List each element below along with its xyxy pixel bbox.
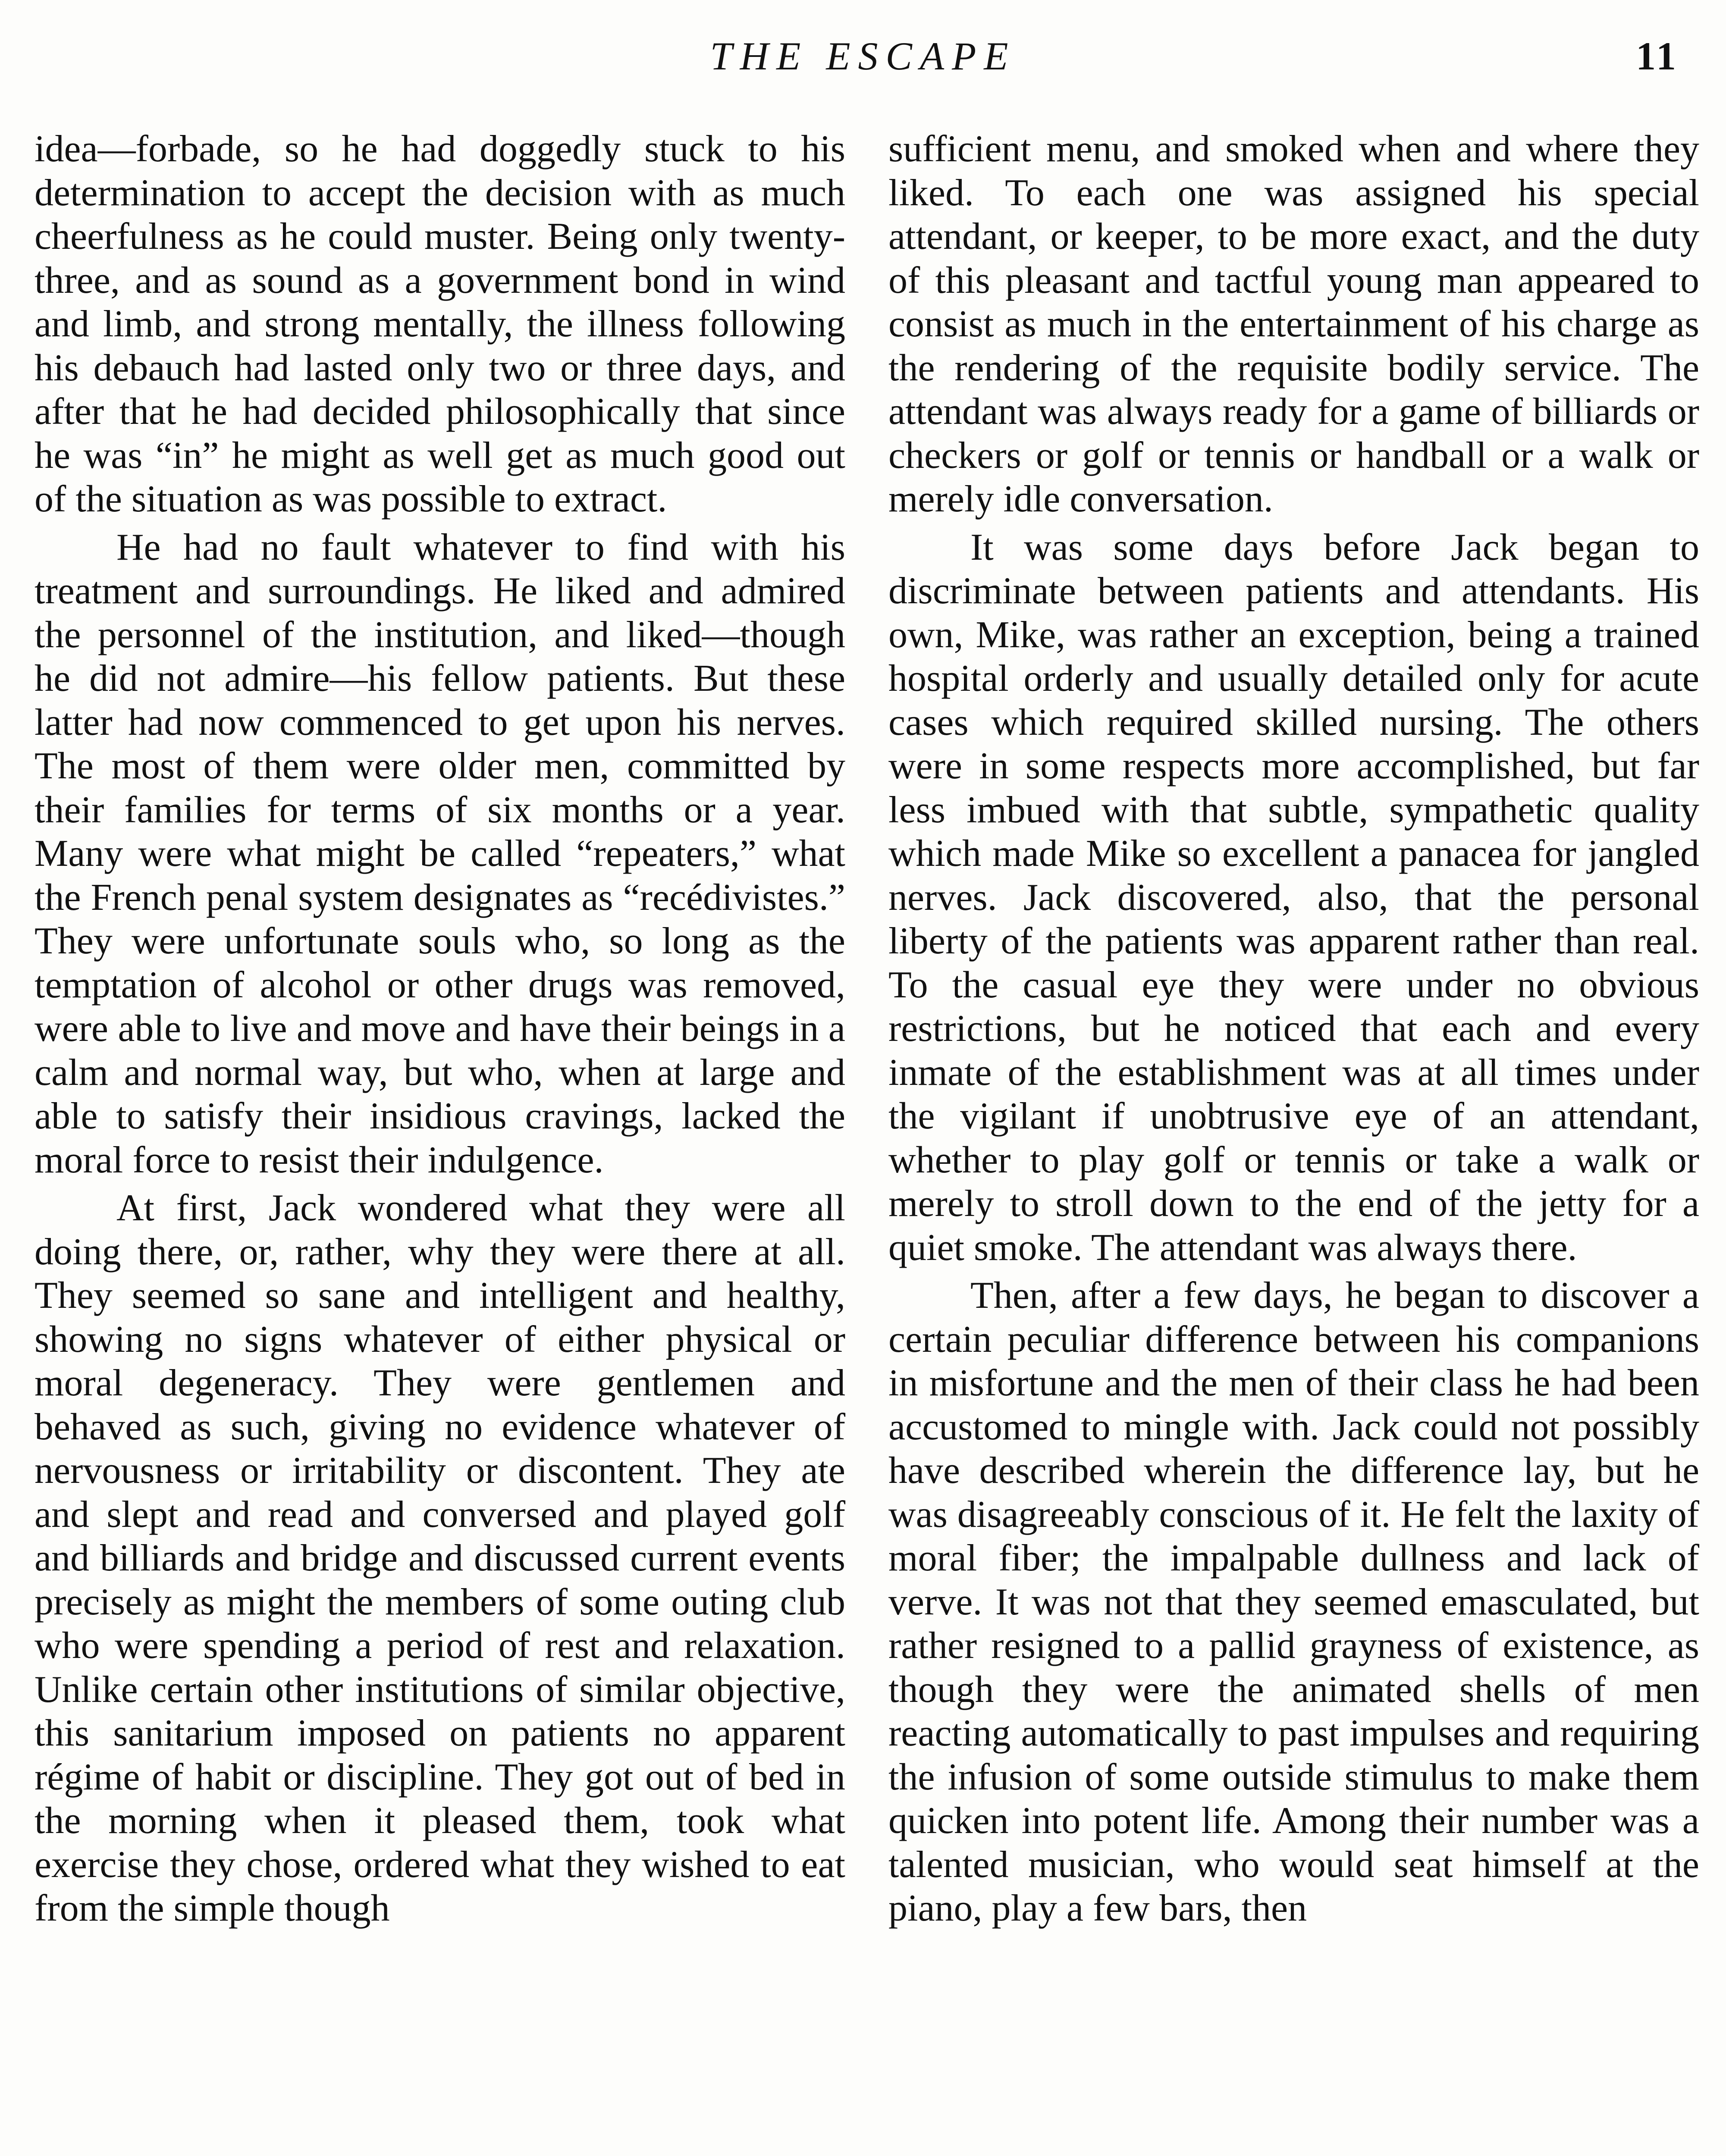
left-column	[35, 127, 845, 1930]
running-title: THE ESCAPE	[710, 34, 1016, 78]
paragraph: idea—forbade, so he had doggedly stuck to his determination to accept the decision with as much cheerfulness as he could muster. Being only twenty-three, and as sound as a government bond in wind and limb, and strong mentally, the illness following his debauch had lasted only two or three days, and after that he had decided philosophically that since he was “in” he might as well get as much good out of the situation as was possible to extract.	[35, 128, 845, 520]
page-number: 11	[1636, 34, 1679, 78]
paragraph: At first, Jack wondered what they were all doing there, or, rather, why they were there at all. They seemed so sane and intelligent and healthy, showing no signs whatever of either physical or moral degeneracy. They were gentlemen and behaved as such, giving no evidence whatever of nervousness or irritability or discontent. They ate and slept and read and conversed and played golf and billiards and bridge and discussed current events precisely as might the members of some outing club who were spending a period of rest and relaxation. Unlike certain other institutions of similar objective, this sanitarium imposed on patients no apparent régime of habit or discipline. They got out of bed in the morning when it pleased them, took what exercise they chose, ordered what they wished to eat from the simple though	[35, 1187, 845, 1929]
paragraph: sufficient menu, and smoked when and where they liked. To each one was assigned his special attendant, or keeper, to be more exact, and the duty of this pleasant and tactful young man appeared to consist as much in the entertainment of his charge as the rendering of the requisite bodily service. The attendant was always ready for a game of billiards or checkers or golf or tennis or handball or a walk or merely idle conversation.	[888, 128, 1699, 520]
paragraph: Then, after a few days, he began to discover a certain peculiar difference between his companions in misfortune and the men of their class he had been accustomed to mingle with. Jack could not possibly have described wherein the difference lay, but he was disagreeably conscious of it. He felt the laxity of moral fiber; the impalpable dullness and lack of verve. It was not that they seemed emasculated, but rather resigned to a pallid grayness of existence, as though they were the animated shells of men reacting automatically to past impulses and requiring the infusion of some outside stimulus to make them quicken into potent life. Among their number was a talented musician, who would seat himself at the piano, play a few bars, then	[888, 1275, 1699, 1929]
running-head	[0, 30, 1726, 82]
right-column	[888, 127, 1699, 1930]
paragraph: He had no fault whatever to find with his treatment and surroundings. He liked and admired the personnel of the institution, and liked—though he did not admire—his fellow patients. But these latter had now commenced to get upon his nerves. The most of them were older men, committed by their families for terms of six months or a year. Many were what might be called “repeaters,” what the French penal system designates as “recédivistes.” They were unfortunate souls who, so long as the temptation of alcohol or other drugs was removed, were able to live and move and have their beings in a calm and normal way, but who, when at large and able to satisfy their insidious cravings, lacked the moral force to resist their indulgence.	[35, 526, 845, 1181]
paragraph: It was some days before Jack began to discriminate between patients and attendants. His own, Mike, was rather an exception, being a trained hospital orderly and usually detailed only for acute cases which required skilled nursing. The others were in some respects more accomplished, but far less imbued with that subtle, sympathetic quality which made Mike so excellent a panacea for jangled nerves. Jack discovered, also, that the personal liberty of the patients was apparent rather than real. To the casual eye they were under no obvious restrictions, but he noticed that each and every inmate of the establishment was at all times under the vigilant if unobtrusive eye of an attendant, whether to play golf or tennis or take a walk or merely to stroll down to the end of the jetty for a quiet smoke. The attendant was always there.	[888, 526, 1699, 1269]
